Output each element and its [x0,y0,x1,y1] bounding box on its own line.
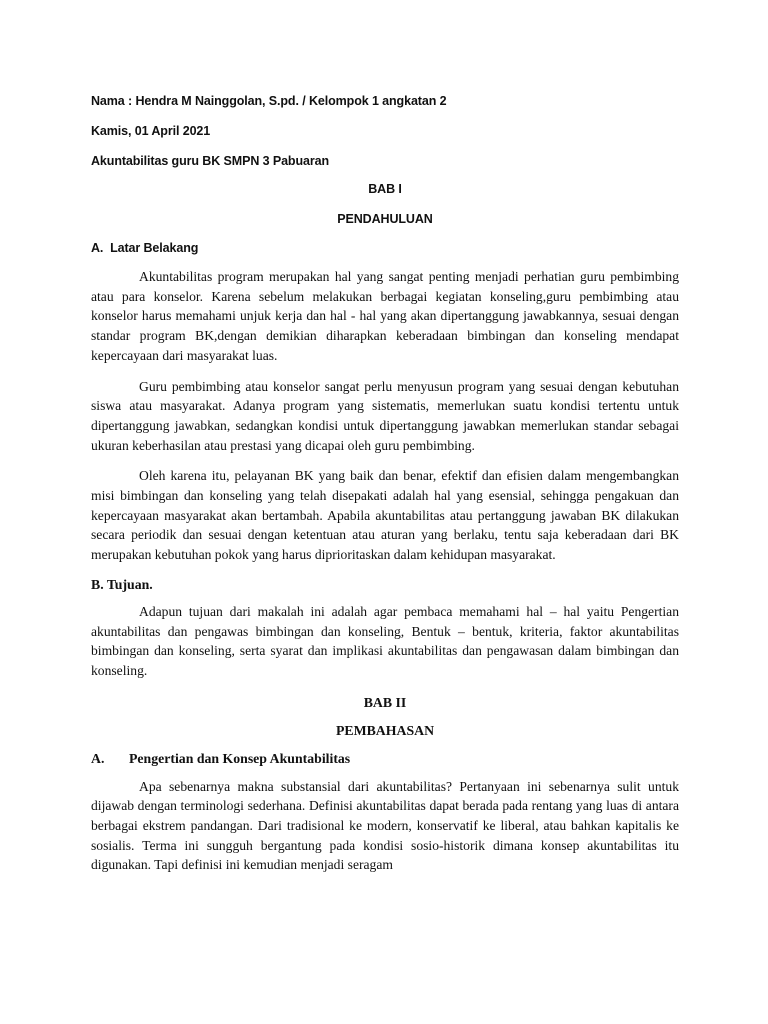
section-a-paragraph-3: Oleh karena itu, pelayanan BK yang baik dan benar, efektif dan efisien dalam mengembangkan misi bimbingan dan konseling yang telah disepakati adalah hal yang esensial, sehingga pengakuan dan kepercayaan masyarakat akan bertambah. Apabila akuntabilitas atau pertanggung jawaban BK dilakukan secara periodik dan sesuai dengan ketentuan atau aturan yang berlaku, tentu saja keberadaan dari BK merupakan kebutuhan pokok yang harus diprioritaskan dalam kehidupan masyarakat. [91,468,679,563]
section-a-number: A. [91,241,104,255]
section-a-heading [91,240,679,257]
section-b-body [91,602,679,681]
section-2a-title: Pengertian dan Konsep Akuntabilitas [129,750,351,766]
section-a-body [91,267,679,565]
section-a-paragraph-2: Guru pembimbing atau konselor sangat perlu menyusun program yang sesuai dengan kebutuhan siswa atau masyarakat. Adanya program yang sistematis, memerlukan suatu kondisi tertentu untuk dipertanggung jawabkan, sedangkan kondisi untuk dipertanggung jawabkan memerlukan standar sebagai ukuran keberhasilan atau prestasi yang dicapai oleh guru pembimbing. [91,378,679,453]
chapter-2-title: PEMBAHASAN [335,722,435,738]
section-a-title: Latar Belakang [110,241,199,255]
section-b-paragraph-1: Adapun tujuan dari makalah ini adalah agar pembaca memahami hal – hal yaitu Pengertian akuntabilitas dan pengawas bimbingan dan konseling, Bentuk – bentuk, kriteria, faktor akuntabilitas bimbingan dan konseling, serta syarat dan implikasi akuntabilitas dan pengawasan dalam bimbingan dan konseling. [91,603,679,678]
document-title: Akuntabilitas guru BK SMPN 3 Pabuaran [91,154,330,168]
document-page [91,93,679,875]
section-2a-body [91,777,679,876]
chapter-1-title: PENDAHULUAN [337,212,433,226]
section-2a-heading [91,750,679,768]
chapter-1-label: BAB I [368,182,402,196]
section-2a-paragraph-1: Apa sebenarnya makna substansial dari akuntabilitas? Pertanyaan ini sebenarnya sulit untuk dijawab dengan terminologi sederhana. Definisi akuntabilitas dapat berada pada rentang yang luas di antara berbagai ekstrem pandangan. Dari tradisional ke modern, konservatif ke liberal, atau bahkan kapitalis ke sosialis. Terma ini sungguh bergantung pada kondisi sosio-historik dimana konsep akuntabilitas itu digunakan. Tapi definisi ini kemudian menjadi seragam [91,778,679,873]
section-2a-number: A. [91,750,105,766]
date-line: Kamis, 01 April 2021 [91,124,211,138]
section-a-paragraph-1: Akuntabilitas program merupakan hal yang sangat penting menjadi perhatian guru pembimbing atau para konselor. Karena sebelum melakukan berbagai kegiatan konseling,guru pembimbing atau konselor harus memahami unjuk kerja dan hal - hal yang akan dipertanggung jawabkannya, sesuai dengan standar program BK,dengan demikian diharapkan keberadaan bimbingan dan konseling mendapat kepercayaan dari masyarakat luas. [91,269,679,363]
chapter-2-label: BAB II [363,694,407,710]
section-b-heading: B. Tujuan. [91,576,153,592]
author-line: Nama : Hendra M Nainggolan, S.pd. / Kelompok 1 angkatan 2 [91,94,447,108]
